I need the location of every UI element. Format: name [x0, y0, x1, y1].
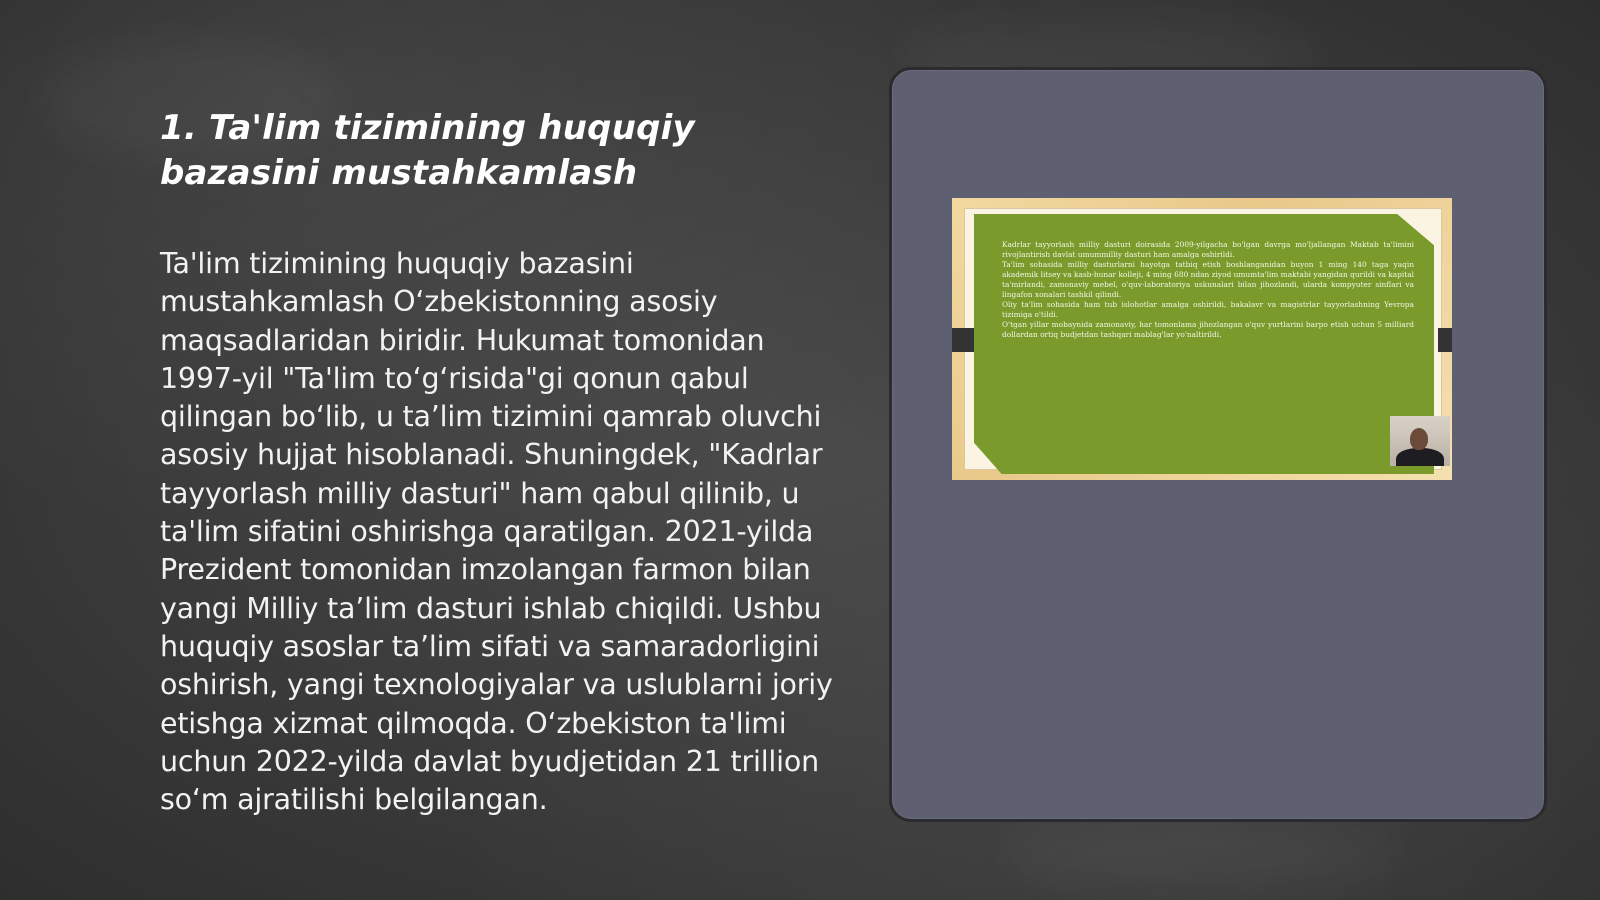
embedded-slide-image [952, 198, 1452, 480]
card-text: Kadrlar tayyorlash milliy dasturi doirasida 2009-yilgacha bo'lgan davrga mo'ljallangan Maktab ta'limini rivojlantirish davlat umummilliy dasturi ham amalga oshirildi. Ta'lim sohasida milliy dasturlarni hayotga tatbiq etish boshlanganidan buyon 1 ming 140 taga yaqin akademik litsey va kasb-hunar kolleji, 4 ming 680 ndan ziyod umumta'lim maktabi yangidan qurildi va kapital ta'mirlandi, zamonaviy mebel, o'quv-laboratoriya uskunalari bilan jihozlandi, ularda kompyuter sinflari va lingafon xonalari tashkil qilindi. Oliy ta'lim sohasida ham tub islohotlar amalga oshirildi, bakalavr va magistrlar tayyorlashning Yevropa tizimiga o'tildi. O'tgan yillar mobaynida zamonaviy, har tomonlama jihozlangan o'quv yurtlarini barpo etish uchun 5 milliard dollardan ortiq budjetdan tashqari mablag'lar yo'naltirildi. [1002, 240, 1414, 339]
slide-body-text: Ta'lim tizimining huquqiy bazasini mustahkamlash O‘zbekistonning asosiy maqsadlaridan biridir. Hukumat tomonidan 1997-yil "Ta'lim to‘g‘risida"gi qonun qabul qilingan bo‘lib, u ta’lim tizimini qamrab oluvchi asosiy hujjat hisoblanadi. Shuningdek, "Kadrlar tayyorlash milliy dasturi" ham qabul qilinib, u ta'lim sifatini oshirishga qaratilgan. 2021-yilda Prezident tomonidan imzolangan farmon bilan yangi Milliy ta’lim dasturi ishlab chiqildi. Ushbu huquqiy asoslar ta’lim sifati va samaradorligini oshirish, yangi texnologiyalar va uslublarni joriy etishga xizmat qilmoqda. O‘zbekiston ta'limi uchun 2022-yilda davlat byudjetidan 21 trillion so‘m ajratilishi belgilangan. [160, 247, 833, 817]
image-right-bar [1438, 328, 1452, 352]
presenter-shoulders [1396, 448, 1444, 466]
webcam-thumbnail [1390, 416, 1450, 466]
presenter-head [1410, 428, 1428, 450]
image-left-bar [952, 328, 974, 352]
chalk-smudge [1000, 820, 1400, 890]
image-panel [889, 67, 1547, 822]
slide-title: 1. Ta'lim tizimining huquqiy bazasini mustahkamlash [160, 108, 695, 193]
